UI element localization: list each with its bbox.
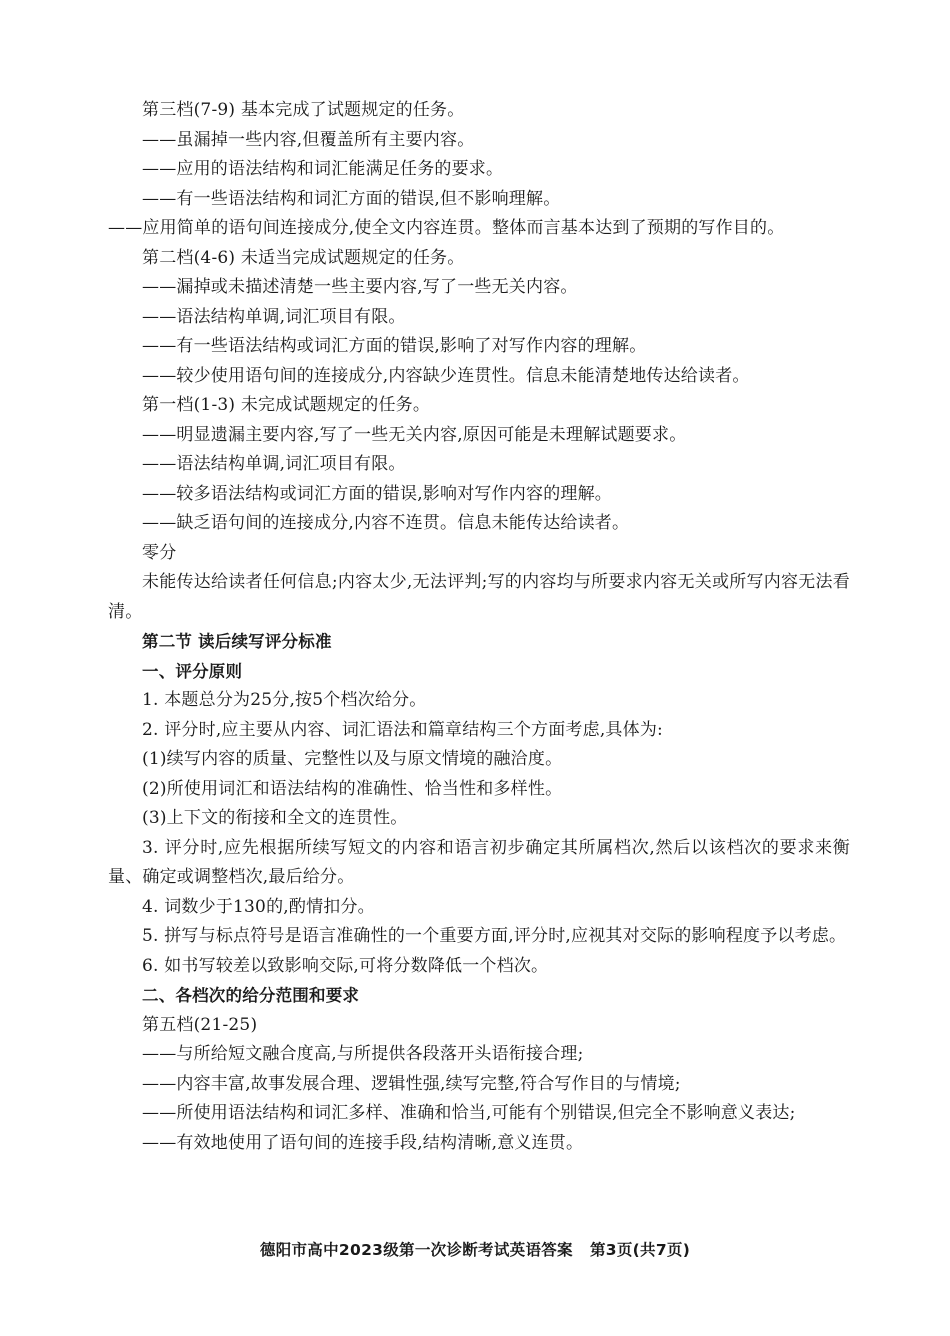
tier1-item: ——较多语法结构或词汇方面的错误,影响对写作内容的理解。 (142, 483, 613, 504)
tier2-item: ——有一些语法结构或词汇方面的错误,影响了对写作内容的理解。 (142, 336, 647, 356)
footer-exam-title: 德阳市高中2023级第一次诊断考试英语答案 (259, 1241, 573, 1259)
tier3-title: 第三档(7-9) 基本完成了试题规定的任务。 (142, 100, 465, 120)
tier2-item: ——漏掉或未描述清楚一些主要内容,写了一些无关内容。 (142, 277, 578, 297)
part2-heading: 第二节 读后续写评分标准 (142, 632, 332, 651)
principle-item: 1. 本题总分为25分,按5个档次给分。 (142, 690, 427, 710)
principle-item: 3. 评分时,应先根据所续写短文的内容和语言初步确定其所属档次,然后以该档次的要求来衡量、确定或调整档次,最后给分。 (108, 837, 850, 887)
principle-item: (2)所使用词汇和语法结构的准确性、恰当性和多样性。 (142, 778, 563, 799)
tier3-item: ——应用简单的语句间连接成分,使全文内容连贯。整体而言基本达到了预期的写作目的。 (108, 218, 785, 238)
footer-page-info: 第3页(共7页) (589, 1241, 691, 1259)
principles-heading: 一、评分原则 (142, 661, 243, 681)
tier5-item: ——与所给短文融合度高,与所提供各段落开头语衔接合理; (142, 1044, 584, 1064)
tier1-item: ——缺乏语句间的连接成分,内容不连贯。信息未能传达给读者。 (142, 513, 630, 533)
tier2-title: 第二档(4-6) 未适当完成试题规定的任务。 (142, 247, 465, 268)
principle-item: (3)上下文的衔接和全文的连贯性。 (142, 808, 408, 828)
principle-item: 4. 词数少于130的,酌情扣分。 (142, 896, 375, 917)
tier5-title: 第五档(21-25) (142, 1014, 258, 1035)
principle-item: 5. 拼写与标点符号是语言准确性的一个重要方面,评分时,应视其对交际的影响程度予以考虑。 (142, 926, 847, 946)
tier1-item: ——明显遗漏主要内容,写了一些无关内容,原因可能是未理解试题要求。 (142, 424, 687, 445)
document-body (108, 96, 850, 1158)
tier5-item: ——内容丰富,故事发展合理、逻辑性强,续写完整,符合写作目的与情境; (142, 1073, 681, 1094)
tier5-item: ——所使用语法结构和词汇多样、准确和恰当,可能有个别错误,但完全不影响意义表达; (142, 1103, 796, 1123)
page-footer (0, 1238, 950, 1260)
tier3-item: ——有一些语法结构和词汇方面的错误,但不影响理解。 (142, 188, 561, 209)
tier2-item: ——较少使用语句间的连接成分,内容缺少连贯性。信息未能清楚地传达给读者。 (142, 365, 750, 386)
zero-title: 零分 (142, 542, 177, 563)
principle-item: 6. 如书写较差以致影响交际,可将分数降低一个档次。 (142, 955, 549, 976)
tier3-item: ——应用的语法结构和词汇能满足任务的要求。 (142, 159, 504, 179)
tier3-item: ——虽漏掉一些内容,但覆盖所有主要内容。 (142, 129, 475, 150)
principle-item: (1)续写内容的质量、完整性以及与原文情境的融洽度。 (142, 749, 563, 769)
tiers-heading: 二、各档次的给分范围和要求 (142, 986, 360, 1005)
tier1-item: ——语法结构单调,词汇项目有限。 (142, 454, 406, 474)
principle-item: 2. 评分时,应主要从内容、词汇语法和篇章结构三个方面考虑,具体为: (142, 719, 663, 740)
zero-text: 未能传达给读者任何信息;内容太少,无法评判;写的内容均与所要求内容无关或所写内容无法看清。 (108, 572, 850, 622)
tier1-title: 第一档(1-3) 未完成试题规定的任务。 (142, 395, 431, 415)
tier5-item: ——有效地使用了语句间的连接手段,结构清晰,意义连贯。 (142, 1132, 584, 1153)
tier2-item: ——语法结构单调,词汇项目有限。 (142, 306, 406, 327)
